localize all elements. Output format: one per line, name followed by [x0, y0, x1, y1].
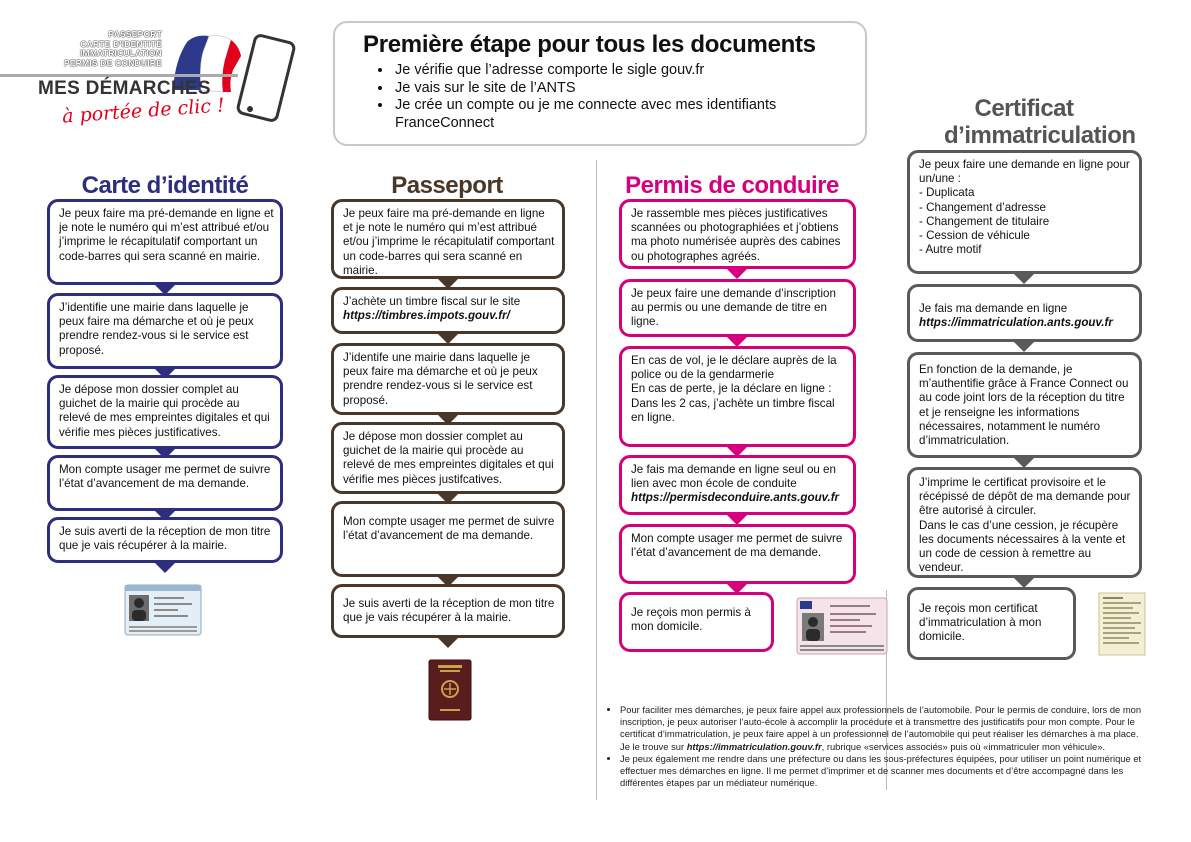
permis-step-2: Je peux faire une demande d’inscription au permis ou une demande de titre en ligne. — [619, 279, 856, 337]
passport-image — [428, 659, 472, 721]
footnotes — [604, 704, 1144, 789]
passeport-step-3: J’identife une mairie dans laquelle je peux faire ma démarche et où je peux prendre rendez-vous si le service est proposé. — [331, 343, 565, 415]
logo-line-2: CARTE D'IDENTITÉ — [80, 38, 162, 49]
intro-list — [363, 62, 853, 132]
intro-title: Première étape pour tous les documents — [363, 31, 816, 58]
cni-step-1: Je peux faire ma pré-demande en ligne et je note le numéro qui m’est attribué et/ou j’imprime le récapitulatif comportant un code-barres qui sera scanné en mairie. — [47, 199, 283, 285]
immat-step-2: Je fais ma demande en ligne https://immatriculation.ants.gouv.fr — [907, 284, 1142, 342]
intro-item: • Je crée un compte ou je me connecte avec mes identifiants FranceConnect — [393, 97, 853, 132]
permis-step-5: Mon compte usager me permet de suivre l’état d’avancement de ma demande. — [619, 524, 856, 584]
logo-line-3: IMMATRICULATION — [79, 48, 162, 58]
cni-step-5: Je suis averti de la réception de mon titre que je vais récupérer à la mairie. — [47, 517, 283, 563]
passeport-step-2: J’achète un timbre fiscal sur le site https://timbres.impots.gouv.fr/ — [331, 287, 565, 334]
intro-item: • Je vais sur le site de l’ANTS — [393, 80, 853, 98]
immat-title: Certificat d’immatriculation — [944, 95, 1136, 149]
permis-arrow-1 — [726, 268, 748, 279]
logo-line-4: PERMIS DE CONDUIRE — [63, 57, 162, 68]
permis-step-1: Je rassemble mes pièces justificatives scannées ou photographiées et j’obtiens ma photo numérisée auprès des cabines ou photographes agréés. — [619, 199, 856, 269]
immat-arrow-1 — [1013, 273, 1035, 284]
permis-step-6: Je reçois mon permis à mon domicile. — [619, 592, 774, 652]
passeport-arrow-6 — [437, 637, 459, 648]
cni-step-2: J’identifie une mairie dans laquelle je peux faire ma démarche et où je peux prendre rendez-vous si le service est proposé. — [47, 293, 283, 369]
permis-step-4: Je fais ma demande en ligne seul ou en lien avec mon école de conduite https://permisdeconduire.ants.gouv.fr — [619, 455, 856, 515]
intro-box — [333, 21, 867, 146]
passeport-step-5: Mon compte usager me permet de suivre l’état d’avancement de ma demande. — [331, 501, 565, 577]
immat-link[interactable]: https://immatriculation.ants.gouv.fr — [919, 316, 1113, 330]
cni-arrow-5 — [154, 562, 176, 573]
cni-title: Carte d’identité — [81, 172, 249, 199]
cni-step-3: Je dépose mon dossier complet au guichet de la mairie qui procède au relevé de mes empreintes digitales et qui vérifie mes pièces justificatives. — [47, 375, 283, 449]
cni-step-4: Mon compte usager me permet de suivre l’état d’avancement de ma demande. — [47, 455, 283, 511]
passeport-title: Passeport — [391, 172, 503, 199]
passeport-step-4: Je dépose mon dossier complet au guichet de la mairie qui procède au relevé de mes empreintes digitales et qui vérifie mes pièces justifcatives. — [331, 422, 565, 494]
immat-arrow-2 — [1013, 341, 1035, 352]
passeport-step-6: Je suis averti de la réception de mon titre que je vais récupérer à la mairie. — [331, 584, 565, 638]
permis-title: Permis de conduire — [625, 172, 839, 199]
permis-link[interactable]: https://permisdeconduire.ants.gouv.fr — [631, 491, 840, 505]
intro-item: • Je vérifie que l’adresse comporte le sigle gouv.fr — [393, 62, 853, 80]
permis-step-3: En cas de vol, je le déclare auprès de la police ou de la gendarmerie En cas de perte, je la déclare en ligne : Dans les 2 cas, j’achète un timbre fiscal en ligne. — [619, 346, 856, 447]
driving-licence-image — [796, 597, 888, 655]
logo-title: MES DÉMARCHES — [38, 78, 211, 99]
footnote-link[interactable]: https://immatriculation.gouv.fr — [686, 740, 822, 752]
passeport-step-1: Je peux faire ma pré-demande en ligne et je note le numéro qui m’est attribué et/ou j’imprime le récapitulatif comportant un code-barres qui sera scanné en mairie. — [331, 199, 565, 279]
timbres-link[interactable]: https://timbres.impots.gouv.fr/ — [343, 309, 510, 323]
immat-step-1: Je peux faire une demande en ligne pour un/une : - Duplicata - Changement d’adresse - Changement de titulaire - Cession de véhicule - Autre motif — [907, 150, 1142, 274]
logo-tagline: à portée de clic ! — [61, 94, 226, 128]
footnote-2: • Je peux également me rendre dans une préfecture ou dans les sous-préfectures équipées, pour utiliser un point numérique et effectuer mes démarches en ligne. Il me permet d’imprimer et de scanner mes documents et d’être accompagné dans les différentes étapes par un médiateur numérique. — [620, 753, 1144, 790]
immat-step-4: J’imprime le certificat provisoire et le récépissé de dépôt de ma demande pour être autorisé à circuler. Dans le cas d’une cession, je récupère les documents nécessaires à la vente et un code de cession à remettre au vendeur. — [907, 467, 1142, 578]
immat-step-3: En fonction de la demande, je m’authentifie grâce à France Connect ou au code joint lors de la réception du titre et je renseigne les informations nécessaires, notamment le numéro d’immatriculation. — [907, 352, 1142, 458]
immat-step-5: Je reçois mon certificat d’immatriculation à mon domicile. — [907, 587, 1076, 660]
separator-left — [596, 160, 597, 800]
logo-line-1: PASSEPORT — [108, 29, 162, 39]
registration-certificate-image — [1098, 592, 1146, 656]
logo-divider — [0, 74, 238, 77]
smartphone-icon — [232, 32, 302, 132]
footnote-1: • Pour faciliter mes démarches, je peux faire appel aux professionnels de l’automobile. Pour le permis de conduire, lors de mon inscription, je peux autoriser l’auto-école à accomplir la procédure et à transmettre des justificatifs pour mon compte. Pour le certificat d’immatriculation, je peux faire appel à un professionnel de l’automobile qui peut réaliser les démarches à ma place. Je le trouve sur https://immatriculation.gouv.fr, rubrique «services associés» puis où «immatriculer mon véhicule». — [620, 704, 1144, 753]
logo — [0, 18, 300, 158]
id-card-image — [124, 584, 202, 636]
